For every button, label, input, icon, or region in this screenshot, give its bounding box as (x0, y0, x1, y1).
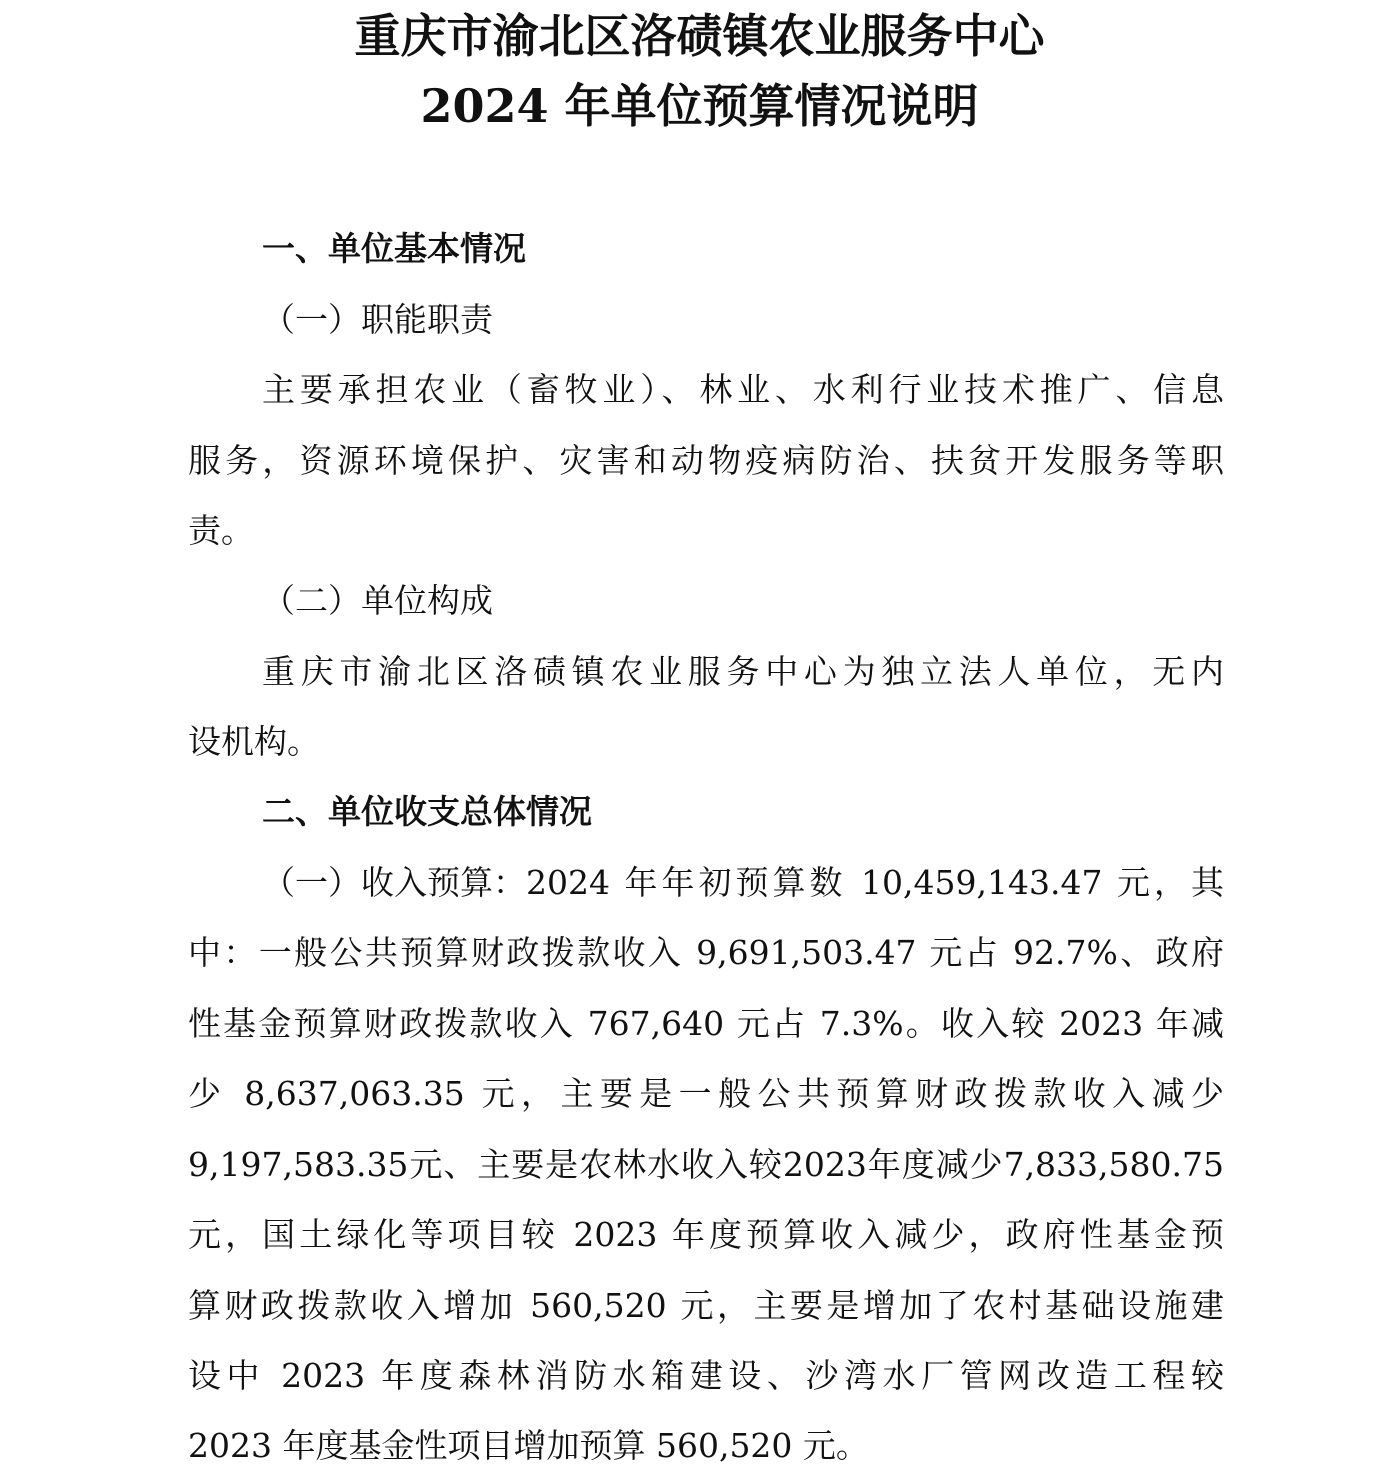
paragraph-line: 2023 年度基金性项目增加预算 560,520 元。 (188, 1426, 869, 1465)
paragraph-line: 9,197,583.35元、主要是农林水收入较2023年度减少7,833,580.75 (188, 1145, 1224, 1184)
paragraph-line: 性基金预算财政拨款收入 767,640 元占 7.3%。收入较 2023 年减 (188, 1004, 1224, 1043)
document-title-line-2: 2024 年单位预算情况说明 (420, 79, 979, 133)
paragraph-line: 少 8,637,063.35 元，主要是一般公共预算财政拨款收入减少 (188, 1074, 1224, 1113)
income-first-line (262, 863, 1224, 903)
paragraph-line: 重庆市渝北区洛碛镇农业服务中心为独立法人单位，无内 (262, 652, 1224, 691)
document-title-line-1: 重庆市渝北区洛碛镇农业服务中心 (354, 9, 1045, 63)
income-lead-label: （一）收入预算： (262, 863, 526, 902)
paragraph-line: 设机构。 (188, 722, 320, 761)
paragraph-line: 责。 (188, 511, 254, 550)
paragraph-line: 算财政拨款收入增加 560,520 元，主要是增加了农村基础设施建 (188, 1286, 1224, 1325)
subsection-heading-structure: （二）单位构成 (262, 581, 493, 620)
subsection-heading-duties: （一）职能职责 (262, 300, 493, 339)
paragraph-line: 主要承担农业（畜牧业）、林业、水利行业技术推广、信息 (262, 370, 1224, 409)
paragraph-line: 元，国土绿化等项目较 2023 年度预算收入减少，政府性基金预 (188, 1215, 1224, 1254)
paragraph-line: 中：一般公共预算财政拨款收入 9,691,503.47 元占 92.7%、政府 (188, 933, 1224, 972)
section-heading-basic-info: 一、单位基本情况 (262, 229, 526, 268)
paragraph-line: 设中 2023 年度森林消防水箱建设、沙湾水厂管网改造工程较 (188, 1356, 1224, 1395)
paragraph-line: 服务，资源环境保护、灾害和动物疫病防治、扶贫开发服务等职 (188, 441, 1224, 480)
section-heading-income-expense: 二、单位收支总体情况 (262, 792, 592, 831)
income-first-text: 2024 年年初预算数 10,459,143.47 元，其 (526, 863, 1224, 902)
